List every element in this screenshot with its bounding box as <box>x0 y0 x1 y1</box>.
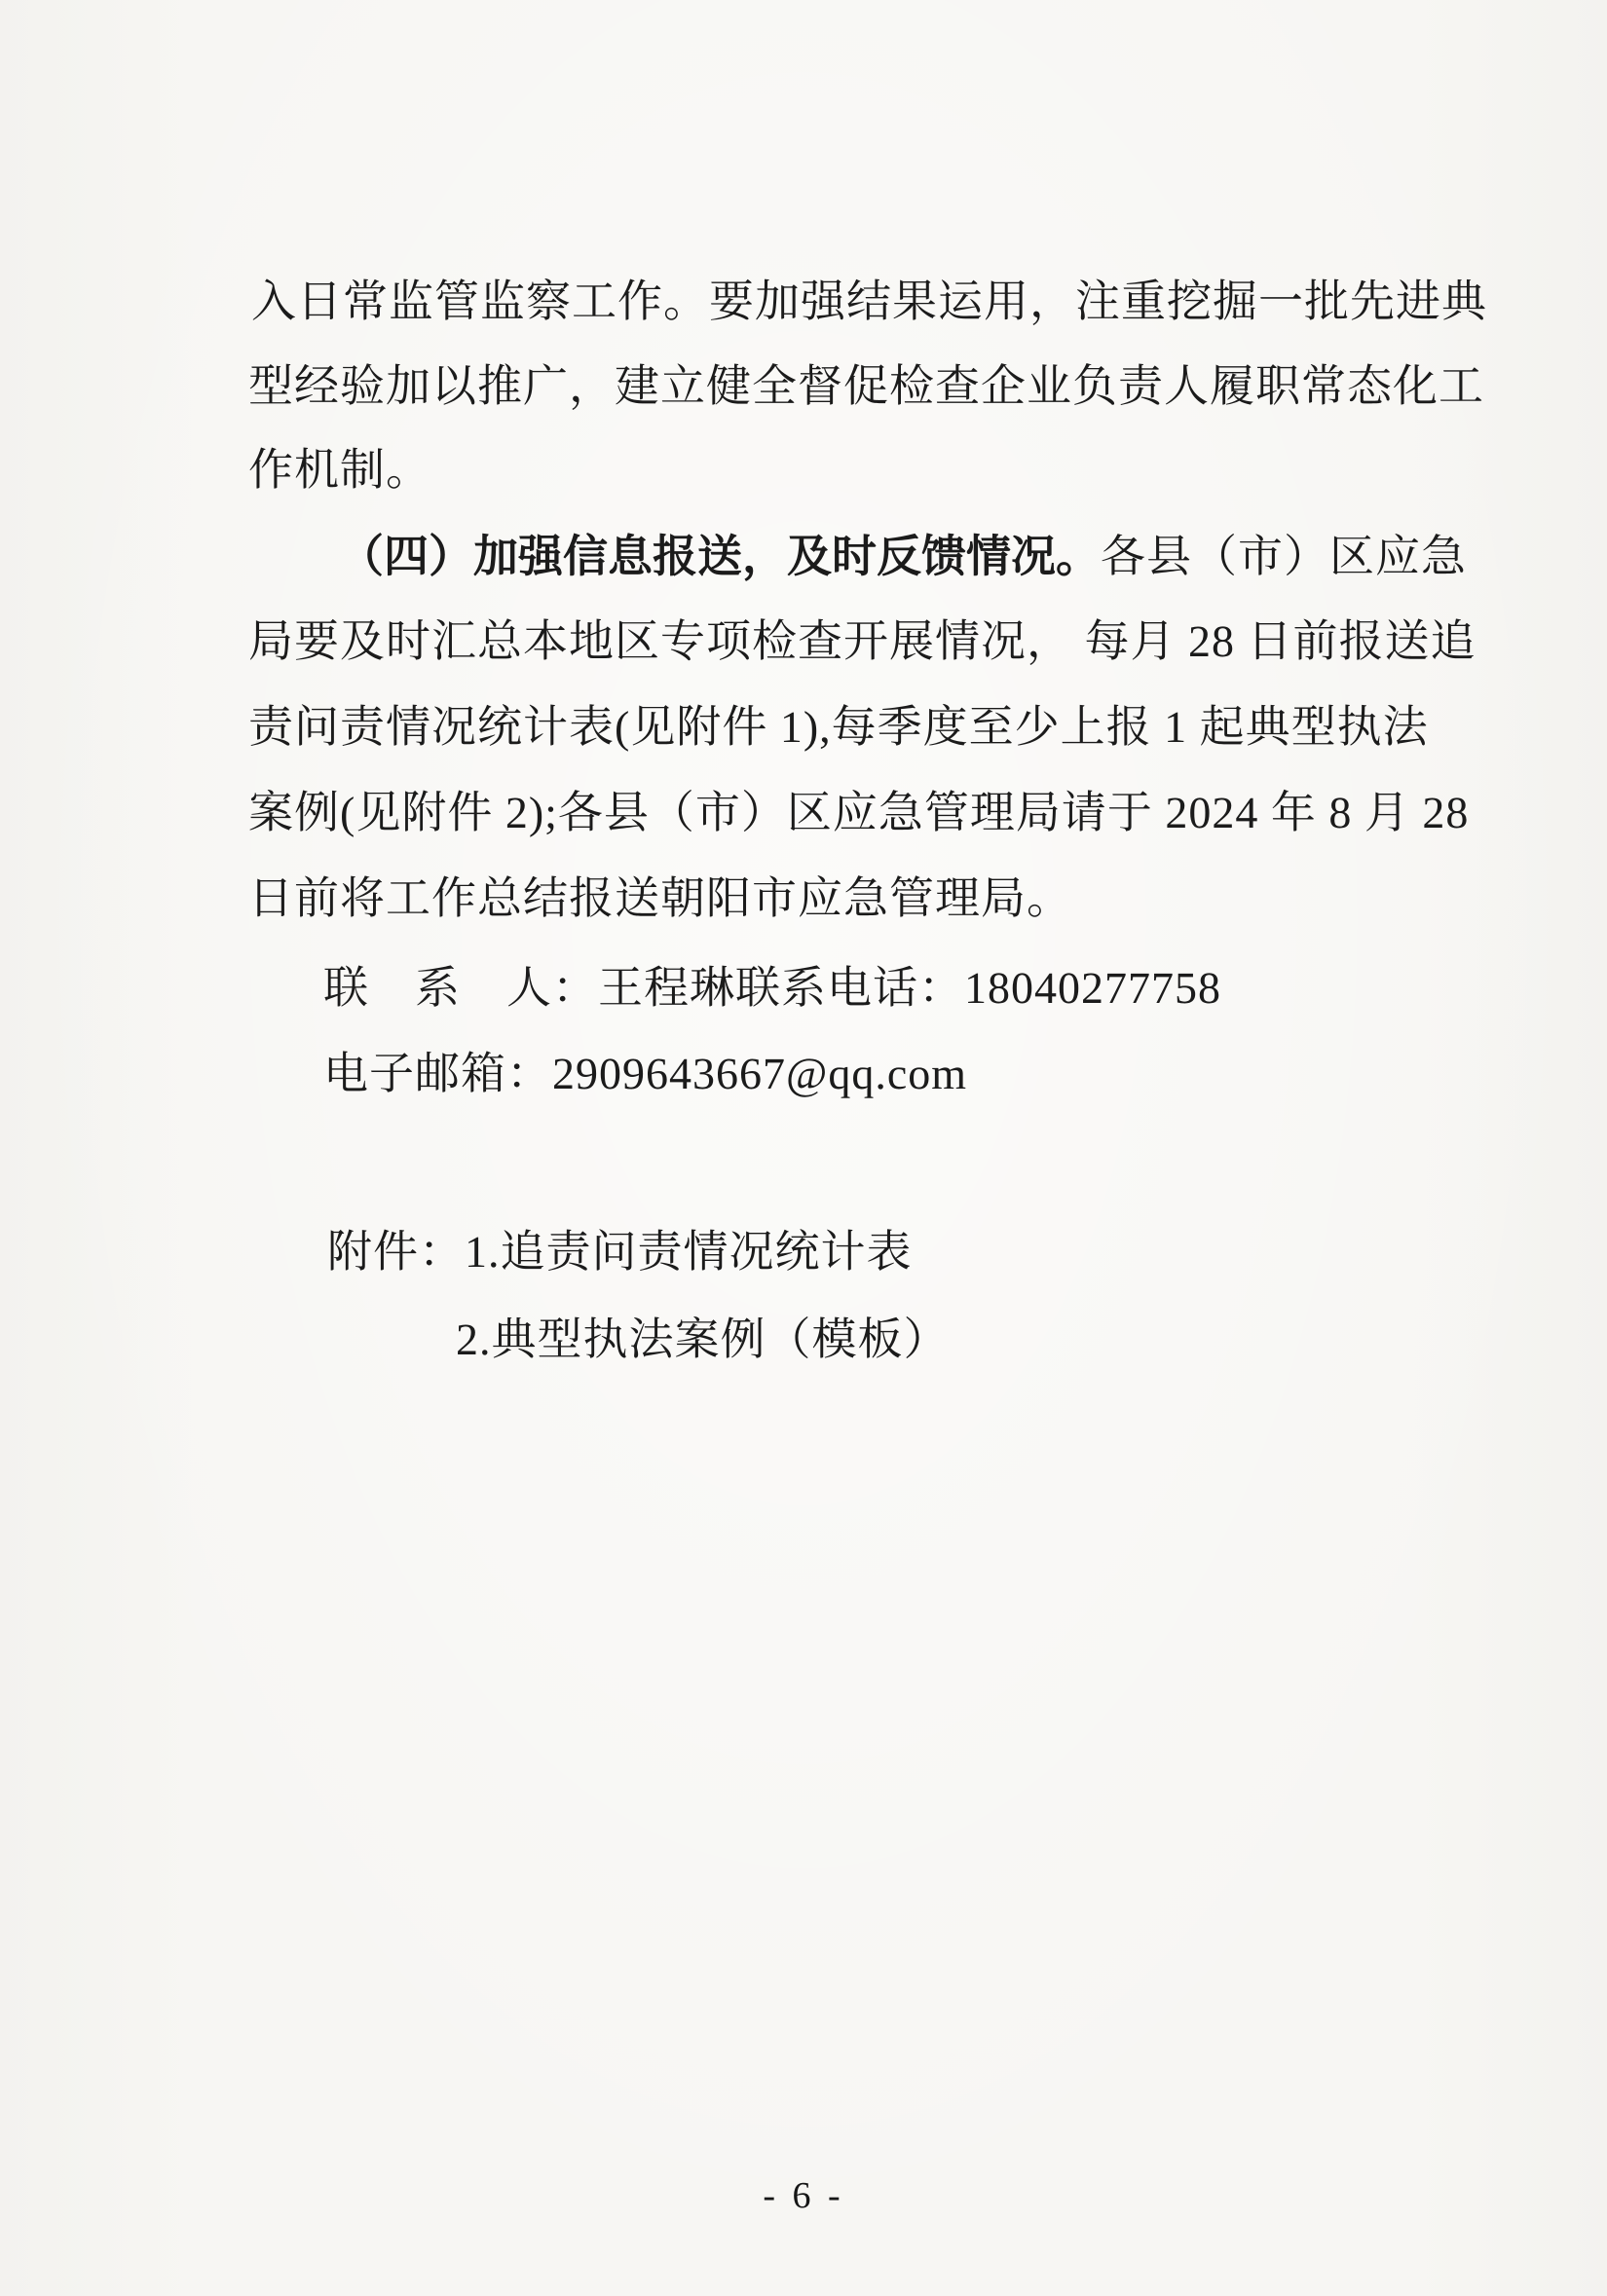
attachment-item-2: 2.典型执法案例（模板） <box>456 1315 950 1364</box>
page-number: - 6 - <box>763 2175 844 2216</box>
paragraph2-line4: 案例(见附件 2);各县（市）区应急管理局请于 2024 年 8 月 28 <box>248 788 1470 837</box>
attachments-line <box>327 1227 913 1277</box>
attachments-label: 附件： <box>327 1227 465 1277</box>
paragraph1-line1: 入日常监管监察工作。要加强结果运用，注重挖掘一批先进典 <box>251 277 1487 326</box>
paragraph2-line1-rest: 各县（市）区应急 <box>1101 532 1467 581</box>
paragraph2-line5: 日前将工作总结报送朝阳市应急管理局。 <box>248 873 1072 923</box>
section4-heading-line <box>339 531 1467 581</box>
paragraph2-line2: 局要及时汇总本地区专项检查开展情况， 每月 28 日前报送追 <box>248 616 1476 666</box>
contact-email-line: 电子邮箱：2909643667@qq.com <box>323 1049 968 1098</box>
section4-heading: （四）加强信息报送，及时反馈情况。 <box>339 531 1101 581</box>
paragraph1-line3: 作机制。 <box>248 445 431 495</box>
paragraph1-line2: 型经验加以推广，建立健全督促检查企业负责人履职常态化工 <box>248 361 1484 411</box>
paragraph2-line3: 责问责情况统计表(见附件 1),每季度至少上报 1 起典型执法 <box>248 702 1429 752</box>
contact-person-line: 联 系 人：王程琳联系电话：18040277758 <box>323 963 1221 1013</box>
attachment-item-1: 1.追责问责情况统计表 <box>465 1227 913 1277</box>
